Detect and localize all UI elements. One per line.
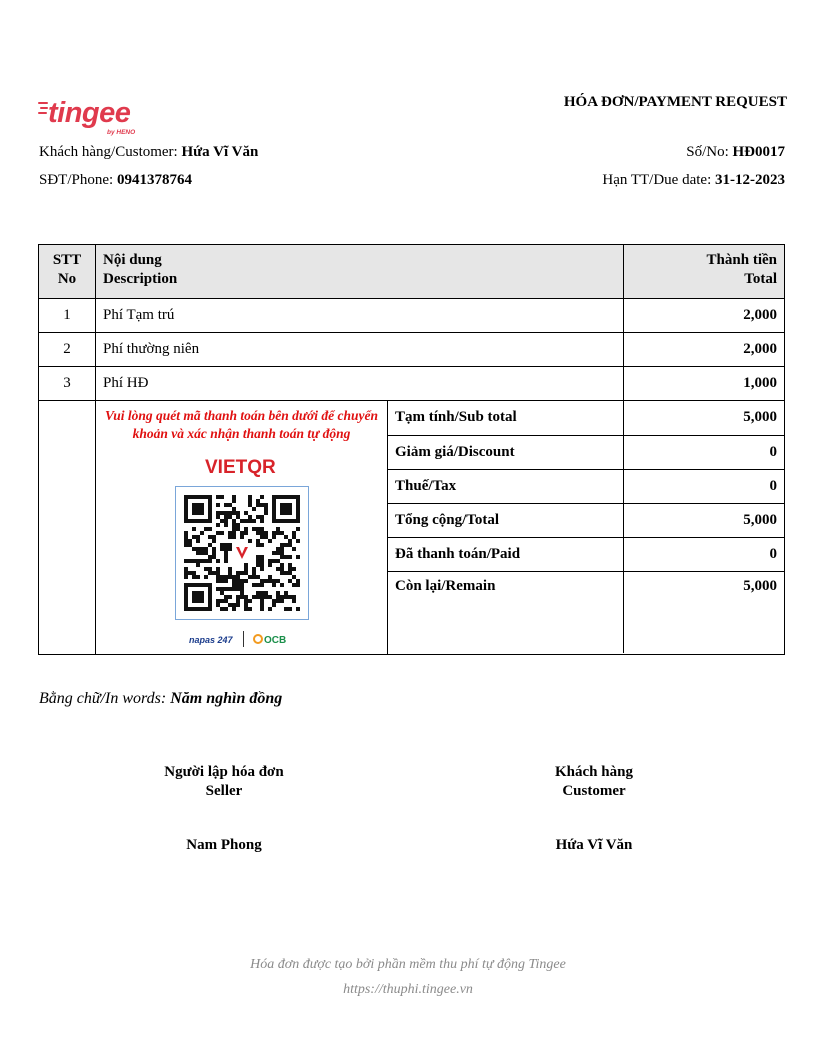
footer-note: Hóa đơn được tạo bởi phần mềm thu phí tự động Tingee (250, 957, 566, 972)
footer-link[interactable]: https://thuphi.tingee.vn (343, 982, 473, 997)
row-total: 2,000 (624, 333, 785, 367)
row-description: Phí Tạm trú (96, 299, 624, 333)
row-no: 2 (39, 333, 96, 367)
qr-instruction: Vui lòng quét mã thanh toán bên dưới để chuyển khoản và xác nhận thanh toán tự động (104, 408, 378, 441)
table-row (39, 333, 785, 367)
header-desc-en: Description (103, 271, 178, 287)
vietqr-label: VIETQR (204, 457, 276, 477)
header-no-en: No (57, 271, 77, 287)
tingee-logo (38, 94, 138, 138)
header-description (96, 245, 624, 299)
summary-value: 5,000 (623, 401, 784, 435)
summary-line (388, 503, 784, 537)
qr-cell (96, 401, 388, 655)
header-total (624, 245, 785, 299)
row-description: Phí thường niên (96, 333, 624, 367)
summary-label: Đã thanh toán/Paid (388, 537, 623, 571)
qr-code-icon[interactable] (175, 486, 309, 620)
row-total: 1,000 (624, 367, 785, 401)
summary-value: 0 (623, 435, 784, 469)
header-total-vi: Thành tiền (706, 252, 777, 268)
document-title: HÓA ĐƠN/PAYMENT REQUEST (563, 94, 787, 110)
summary-value: 0 (623, 469, 784, 503)
summary-label: Tổng cộng/Total (388, 503, 623, 537)
summary-label: Giảm giá/Discount (388, 435, 623, 469)
customer-name-label: Khách hàng/Customer: (39, 144, 178, 160)
bank-label: OCB (263, 635, 286, 646)
seller-title-vi: Người lập hóa đơn (164, 764, 284, 780)
seller-signature-block (114, 763, 334, 801)
napas-label: napas 247 (188, 635, 233, 645)
customer-signature-name: Hứa Vĩ Văn (555, 837, 633, 853)
header-desc-vi: Nội dung (103, 252, 162, 268)
brand-sub: by HENO (107, 129, 136, 136)
customer-signature-block (484, 763, 704, 801)
header-no-vi: STT (52, 252, 82, 268)
invoice-number: HĐ0017 (732, 144, 785, 160)
customer-title-en: Customer (562, 783, 626, 799)
summary-label: Tạm tính/Sub total (388, 401, 623, 435)
header-no (39, 245, 96, 299)
row-description: Phí HĐ (96, 367, 624, 401)
due-date-line (602, 172, 785, 189)
invoice-table (38, 244, 785, 655)
customer-phone-line (39, 172, 192, 189)
words-label: Bằng chữ/In words: (39, 690, 167, 707)
row-no: 3 (39, 367, 96, 401)
summary-line (388, 537, 784, 571)
customer-title-vi: Khách hàng (555, 764, 633, 780)
vietqr-logo (205, 455, 279, 477)
amount-in-words (39, 690, 282, 708)
due-date-label: Hạn TT/Due date: (602, 172, 712, 188)
seller-name: Nam Phong (186, 837, 262, 853)
empty-cell (39, 401, 96, 655)
header-total-en: Total (744, 271, 777, 287)
row-no: 1 (39, 299, 96, 333)
summary-label: Còn lại/Remain (388, 571, 623, 653)
table-row (39, 299, 785, 333)
summary-value: 5,000 (743, 577, 777, 594)
brand-name: tingee (48, 97, 131, 129)
customer-phone: 0941378764 (116, 172, 192, 188)
summary-row (39, 401, 785, 655)
summary-line (388, 571, 784, 653)
bank-logos (187, 629, 297, 649)
summary-label: Thuế/Tax (388, 469, 623, 503)
summary-line (388, 401, 784, 435)
summary-value: 0 (623, 537, 784, 571)
invoice-number-line (686, 144, 785, 161)
table-row (39, 367, 785, 401)
invoice-number-label: Số/No: (686, 144, 729, 160)
summary-line (388, 469, 784, 503)
due-date: 31-12-2023 (715, 172, 785, 188)
seller-title-en: Seller (205, 783, 243, 799)
summary-table (388, 401, 784, 653)
table-header-row (39, 245, 785, 299)
summary-cell (388, 401, 785, 655)
summary-line (388, 435, 784, 469)
customer-phone-label: SĐT/Phone: (39, 172, 114, 188)
row-total: 2,000 (624, 299, 785, 333)
summary-value: 5,000 (623, 503, 784, 537)
words-value: Năm nghìn đồng (170, 690, 283, 707)
customer-name-line (39, 144, 258, 161)
customer-name: Hứa Vĩ Văn (181, 144, 259, 160)
